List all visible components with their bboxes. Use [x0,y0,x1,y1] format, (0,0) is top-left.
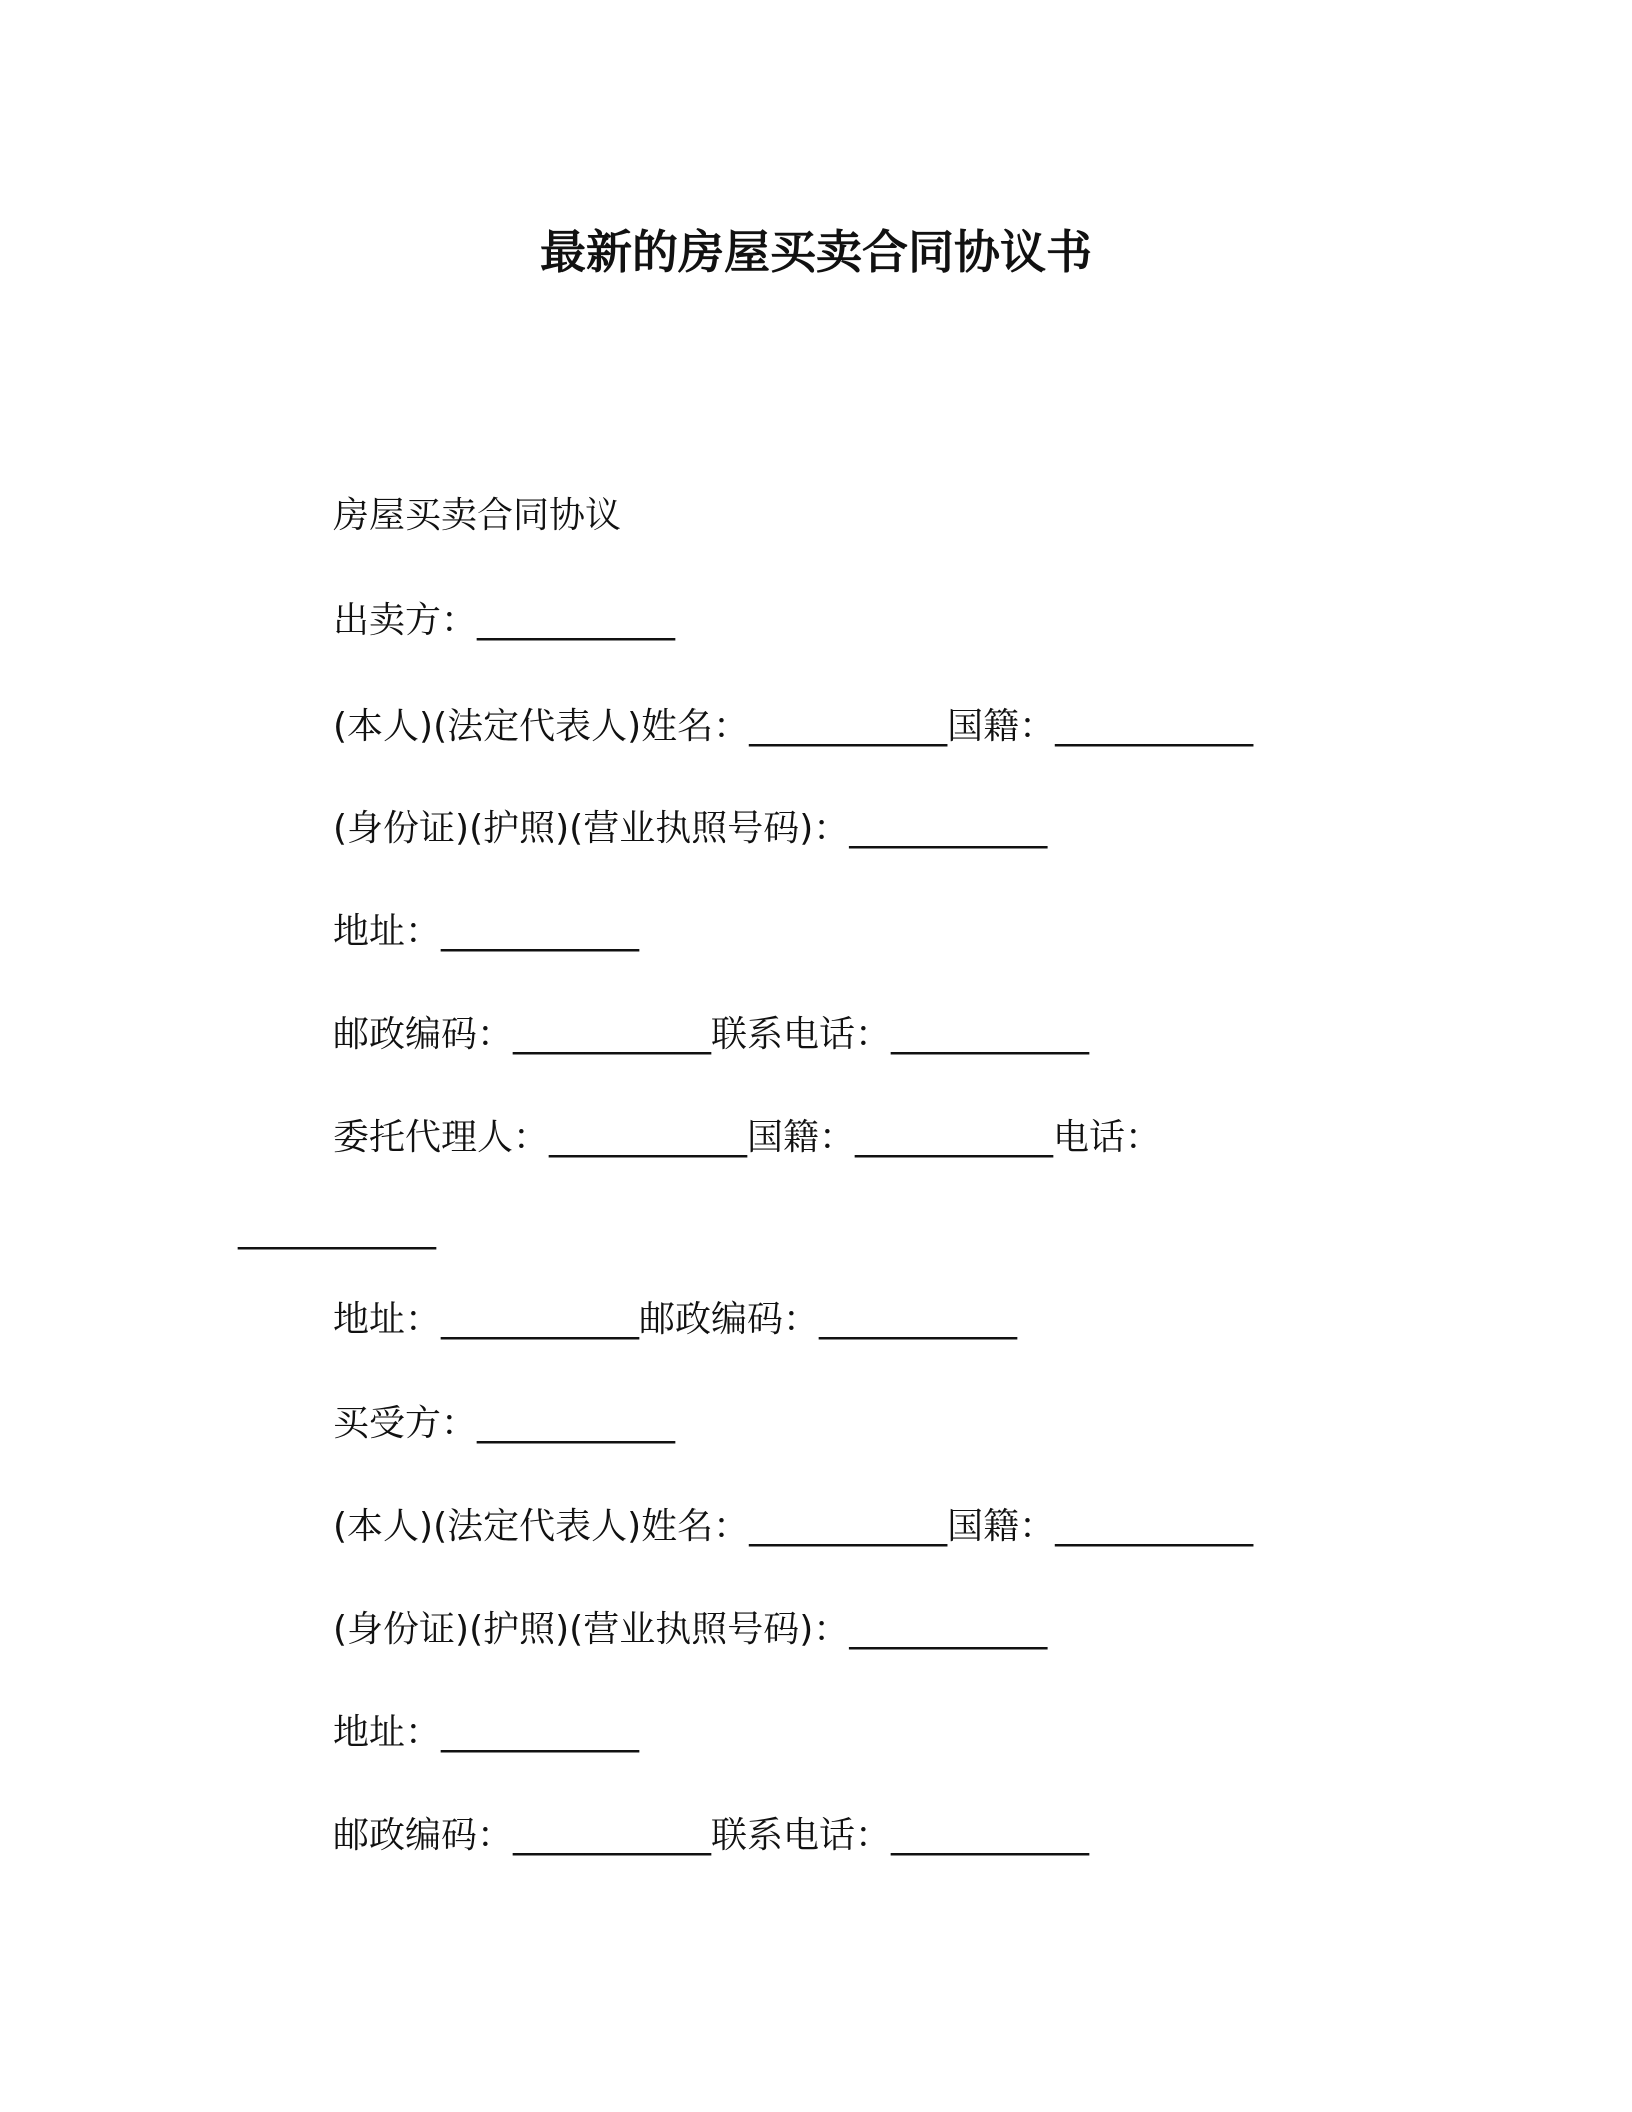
agent-line: 委托代理人：___________国籍：___________电话： [333,1117,1162,1158]
buyer-line: 买受方：___________ [333,1403,676,1444]
seller-address-line: 地址：___________ [333,911,640,952]
seller-id-line: (身份证)(护照)(营业执照号码)：___________ [333,808,1048,849]
contract-subtitle: 房屋买卖合同协议 [333,495,622,536]
buyer-postcode-phone-line: 邮政编码：___________联系电话：___________ [333,1815,1090,1856]
seller-postcode-phone-line: 邮政编码：___________联系电话：___________ [333,1014,1090,1055]
buyer-id-line: (身份证)(护照)(营业执照号码)：___________ [333,1609,1048,1650]
agent-address-postcode-line: 地址：___________邮政编码：___________ [333,1299,1018,1340]
buyer-address-line: 地址：___________ [333,1712,640,1753]
agent-phone-continuation: ___________ [238,1209,436,1250]
buyer-name-nationality-line: (本人)(法定代表人)姓名：___________国籍：___________ [333,1506,1254,1547]
seller-line: 出卖方：___________ [333,600,676,641]
document-title: 最新的房屋买卖合同协议书 [540,225,1092,279]
seller-name-nationality-line: (本人)(法定代表人)姓名：___________国籍：___________ [333,706,1254,747]
